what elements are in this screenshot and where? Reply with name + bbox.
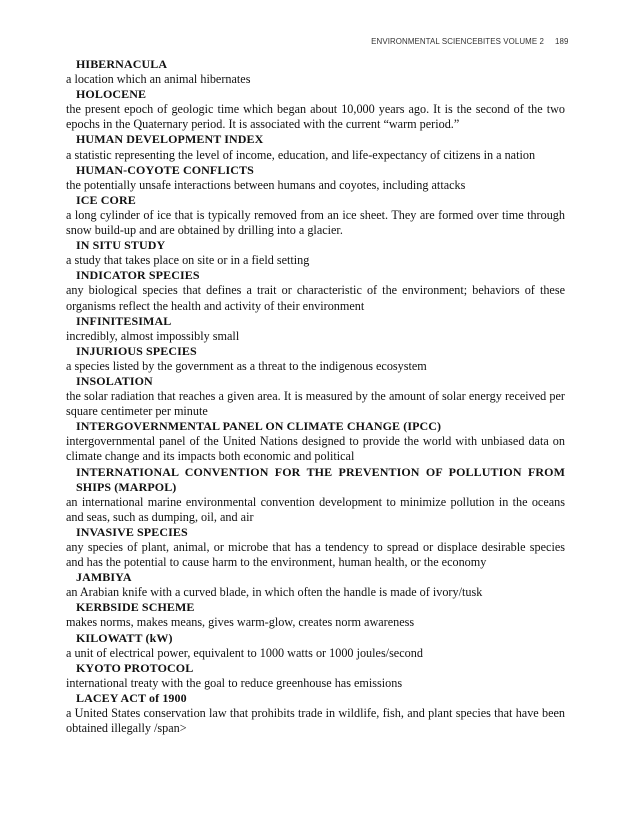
glossary-entry bbox=[66, 238, 565, 268]
term: INDICATOR SPECIES bbox=[76, 268, 200, 283]
term: INTERNATIONAL CONVENTION FOR THE PREVENTION OF POLLUTION FROM SHIPS (MARPOL) bbox=[76, 464, 565, 494]
definition: the solar radiation that reaches a given area. It is measured by the amount of solar energy received per square centimeter per minute bbox=[66, 389, 565, 419]
glossary-entry bbox=[66, 57, 565, 87]
term: IN SITU STUDY bbox=[76, 238, 166, 253]
definition: a United States conservation law that prohibits trade in wildlife, fish, and plant species that have been obtained illegally /span> bbox=[66, 706, 565, 736]
definition: makes norms, makes means, gives warm-glow, creates norm awareness bbox=[66, 615, 415, 630]
definition: a location which an animal hibernates bbox=[66, 72, 251, 87]
definition: any biological species that defines a trait or characteristic of the environment; behaviors of these organisms reflect the health and activity of their environment bbox=[66, 283, 565, 313]
term: KILOWATT (kW) bbox=[76, 630, 173, 645]
glossary-entry bbox=[66, 344, 565, 374]
term: KYOTO PROTOCOL bbox=[76, 660, 194, 675]
term: ICE CORE bbox=[76, 192, 136, 207]
definition: intergovernmental panel of the United Nations designed to provide the world with unbiased data on climate change and its impacts both economic and political bbox=[66, 434, 565, 464]
term: KERBSIDE SCHEME bbox=[76, 600, 195, 615]
definition: a study that takes place on site or in a field setting bbox=[66, 253, 310, 268]
term: HOLOCENE bbox=[76, 87, 147, 102]
definition: a statistic representing the level of income, education, and life-expectancy of citizens in a nation bbox=[66, 147, 536, 162]
term: INTERGOVERNMENTAL PANEL ON CLIMATE CHANGE (IPCC) bbox=[76, 419, 442, 434]
glossary-entry bbox=[66, 570, 565, 600]
definition: international treaty with the goal to reduce greenhouse has emissions bbox=[66, 675, 403, 690]
glossary-entry bbox=[66, 661, 565, 691]
definition: the present epoch of geologic time which began about 10,000 years ago. It is the second of the two epochs in the Quaternary period. It is associated with the current “warm period.” bbox=[66, 102, 565, 132]
running-header bbox=[371, 36, 568, 46]
glossary-entry bbox=[66, 600, 565, 630]
term: INFINITESIMAL bbox=[76, 313, 172, 328]
page-number: 189 bbox=[554, 36, 568, 46]
glossary-entry bbox=[66, 163, 565, 193]
definition: a long cylinder of ice that is typically removed from an ice sheet. They are formed over time through snow build-up and are obtained by drilling into a glacier. bbox=[66, 207, 565, 238]
glossary-entry bbox=[66, 419, 565, 464]
glossary bbox=[66, 57, 565, 736]
definition: any species of plant, animal, or microbe that has a tendency to spread or displace desirable species and has the potential to cause harm to the environment, human health, or the economy bbox=[66, 540, 565, 570]
glossary-entry bbox=[66, 87, 565, 132]
term: INVASIVE SPECIES bbox=[76, 524, 188, 539]
glossary-entry bbox=[66, 631, 565, 661]
glossary-entry bbox=[66, 525, 565, 570]
glossary-entry bbox=[66, 193, 565, 238]
running-title: ENVIRONMENTAL SCIENCEBITES VOLUME 2 bbox=[370, 36, 544, 46]
definition: an Arabian knife with a curved blade, in which often the handle is made of ivory/tusk bbox=[66, 585, 483, 600]
term: HIBERNACULA bbox=[76, 57, 168, 71]
term: HUMAN-COYOTE CONFLICTS bbox=[76, 162, 254, 177]
glossary-entry bbox=[66, 268, 565, 313]
term: JAMBIYA bbox=[76, 570, 132, 585]
glossary-entry bbox=[66, 691, 565, 736]
term: INSOLATION bbox=[76, 373, 153, 388]
definition: an international marine environmental convention development to minimize pollution in the oceans and seas, such as dumping, oil, and air bbox=[66, 494, 565, 524]
term: INJURIOUS SPECIES bbox=[76, 343, 197, 358]
glossary-entry bbox=[66, 132, 565, 162]
glossary-entry bbox=[66, 314, 565, 344]
glossary-entry bbox=[66, 374, 565, 419]
definition: a unit of electrical power, equivalent to 1000 watts or 1000 joules/second bbox=[66, 645, 423, 660]
term: LACEY ACT of 1900 bbox=[76, 690, 187, 705]
definition: incredibly, almost impossibly small bbox=[66, 328, 240, 343]
definition: the potentially unsafe interactions between humans and coyotes, including attacks bbox=[66, 177, 466, 192]
term: HUMAN DEVELOPMENT INDEX bbox=[76, 132, 264, 147]
glossary-entry bbox=[66, 465, 565, 525]
definition: a species listed by the government as a threat to the indigenous ecosystem bbox=[66, 358, 427, 373]
